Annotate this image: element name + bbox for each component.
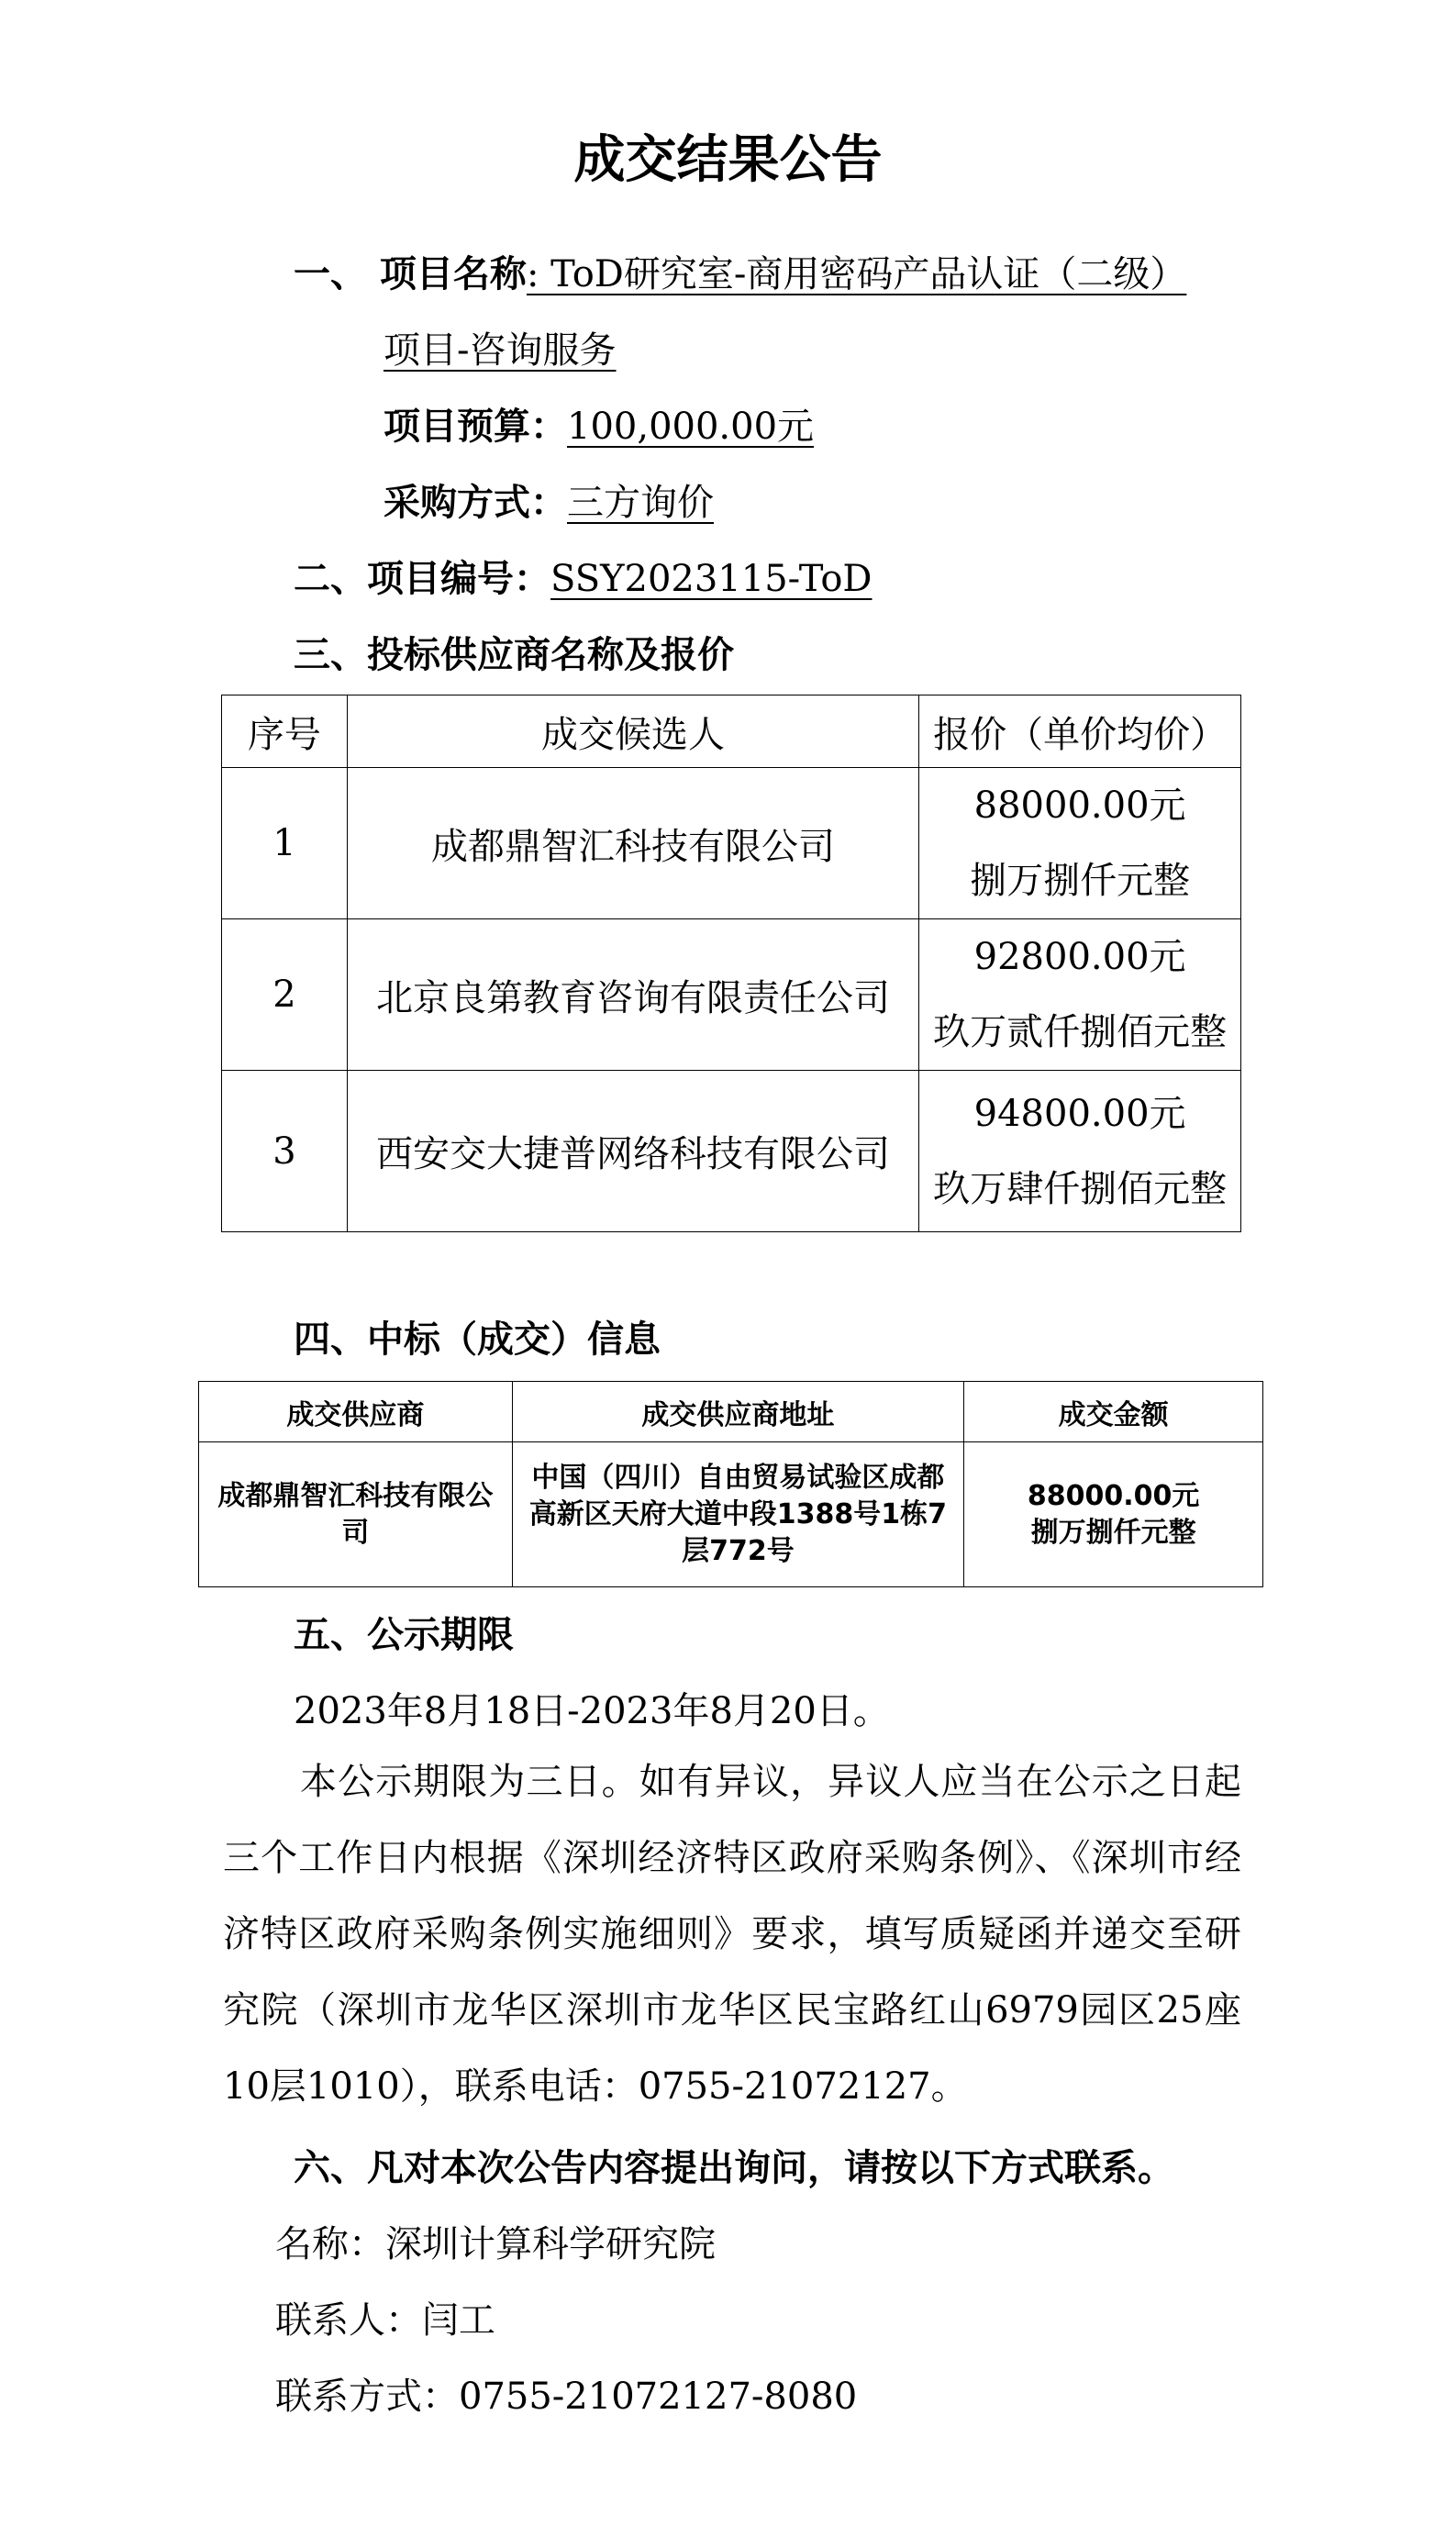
project-number-label: 二、项目编号： xyxy=(294,558,550,600)
project-number-value: SSY2023115-ToD xyxy=(550,558,872,600)
row-seq: 3 xyxy=(222,1071,348,1232)
contact-org: 名称：深圳计算科学研究院 xyxy=(275,2223,716,2265)
quote-chinese: 玖万肆仟捌佰元整 xyxy=(933,1167,1228,1210)
objection-notice: 本公示期限为三日。如有异议，异议人应当在公示之日起三个工作日内根据《深圳经济特区政府采购条例》、《深圳市经济特区政府采购条例实施细则》要求，填写质疑函并递交至研究院（深圳市龙华区深圳市龙华区民宝路红山6979园区25座10层1010），联系电话：0755-21072127。 xyxy=(223,1761,1241,2108)
contact-person: 联系人：闫工 xyxy=(275,2299,495,2342)
amount-chinese: 捌万捌仟元整 xyxy=(1030,1516,1196,1549)
row-candidate: 成都鼎智汇科技有限公司 xyxy=(347,768,918,919)
table-row xyxy=(199,1442,1263,1587)
project-name-value-1: ToD研究室-商用密码产品认证（二级） xyxy=(539,253,1187,295)
bidder-quote-table xyxy=(221,695,1241,1232)
project-name-label: 一、 项目名称 xyxy=(294,253,527,295)
procurement-method-row xyxy=(383,473,714,526)
amount-number: 88000.00元 xyxy=(1027,1479,1200,1512)
award-amount xyxy=(964,1442,1263,1587)
project-budget-value: 100,000.00元 xyxy=(567,406,815,448)
header-address: 成交供应商地址 xyxy=(512,1382,964,1442)
project-name-row-2 xyxy=(383,321,617,373)
procurement-method-value: 三方询价 xyxy=(567,482,714,524)
award-table-header xyxy=(199,1382,1263,1442)
contact-phone: 联系方式：0755-21072127-8080 xyxy=(275,2376,858,2418)
project-name-value-2: 项目-咨询服务 xyxy=(383,329,617,372)
project-budget-row xyxy=(383,397,814,450)
quote-chinese: 玖万贰仟捌佰元整 xyxy=(933,1011,1228,1053)
table-row xyxy=(222,919,1241,1071)
section-5-heading: 五、公示期限 xyxy=(294,1614,514,1656)
row-seq: 2 xyxy=(222,919,348,1071)
row-candidate: 西安交大捷普网络科技有限公司 xyxy=(347,1071,918,1232)
header-candidate: 成交候选人 xyxy=(347,695,918,768)
publicity-period: 2023年8月18日-2023年8月20日。 xyxy=(294,1690,890,1732)
row-quote xyxy=(919,768,1241,919)
project-budget-label: 项目预算： xyxy=(383,406,567,448)
header-quote: 报价（单价均价） xyxy=(919,695,1241,768)
project-name-colon: : xyxy=(526,253,539,295)
quote-number: 94800.00元 xyxy=(973,1092,1186,1135)
project-number-row xyxy=(294,550,872,602)
quote-chinese: 捌万捌仟元整 xyxy=(970,860,1191,902)
table-row xyxy=(222,768,1241,919)
row-quote xyxy=(919,919,1241,1071)
section-4-heading: 四、中标（成交）信息 xyxy=(294,1319,661,1361)
section-6-heading: 六、凡对本次公告内容提出询问，请按以下方式联系。 xyxy=(294,2147,1174,2189)
table-row xyxy=(222,1071,1241,1232)
quote-number: 88000.00元 xyxy=(973,785,1186,827)
award-info-table xyxy=(198,1381,1263,1587)
section-3-heading: 三、投标供应商名称及报价 xyxy=(294,634,734,676)
page-title: 成交结果公告 xyxy=(573,130,883,190)
header-seq: 序号 xyxy=(222,695,348,768)
project-name-row xyxy=(294,245,1186,297)
award-address: 中国（四川）自由贸易试验区成都高新区天府大道中段1388号1栋7层772号 xyxy=(512,1442,964,1587)
header-amount: 成交金额 xyxy=(964,1382,1263,1442)
procurement-method-label: 采购方式： xyxy=(383,482,567,524)
row-seq: 1 xyxy=(222,768,348,919)
row-candidate: 北京良第教育咨询有限责任公司 xyxy=(347,919,918,1071)
row-quote xyxy=(919,1071,1241,1232)
bidder-table-header xyxy=(222,695,1241,768)
quote-number: 92800.00元 xyxy=(973,936,1186,978)
header-supplier: 成交供应商 xyxy=(199,1382,513,1442)
award-supplier: 成都鼎智汇科技有限公司 xyxy=(199,1442,513,1587)
